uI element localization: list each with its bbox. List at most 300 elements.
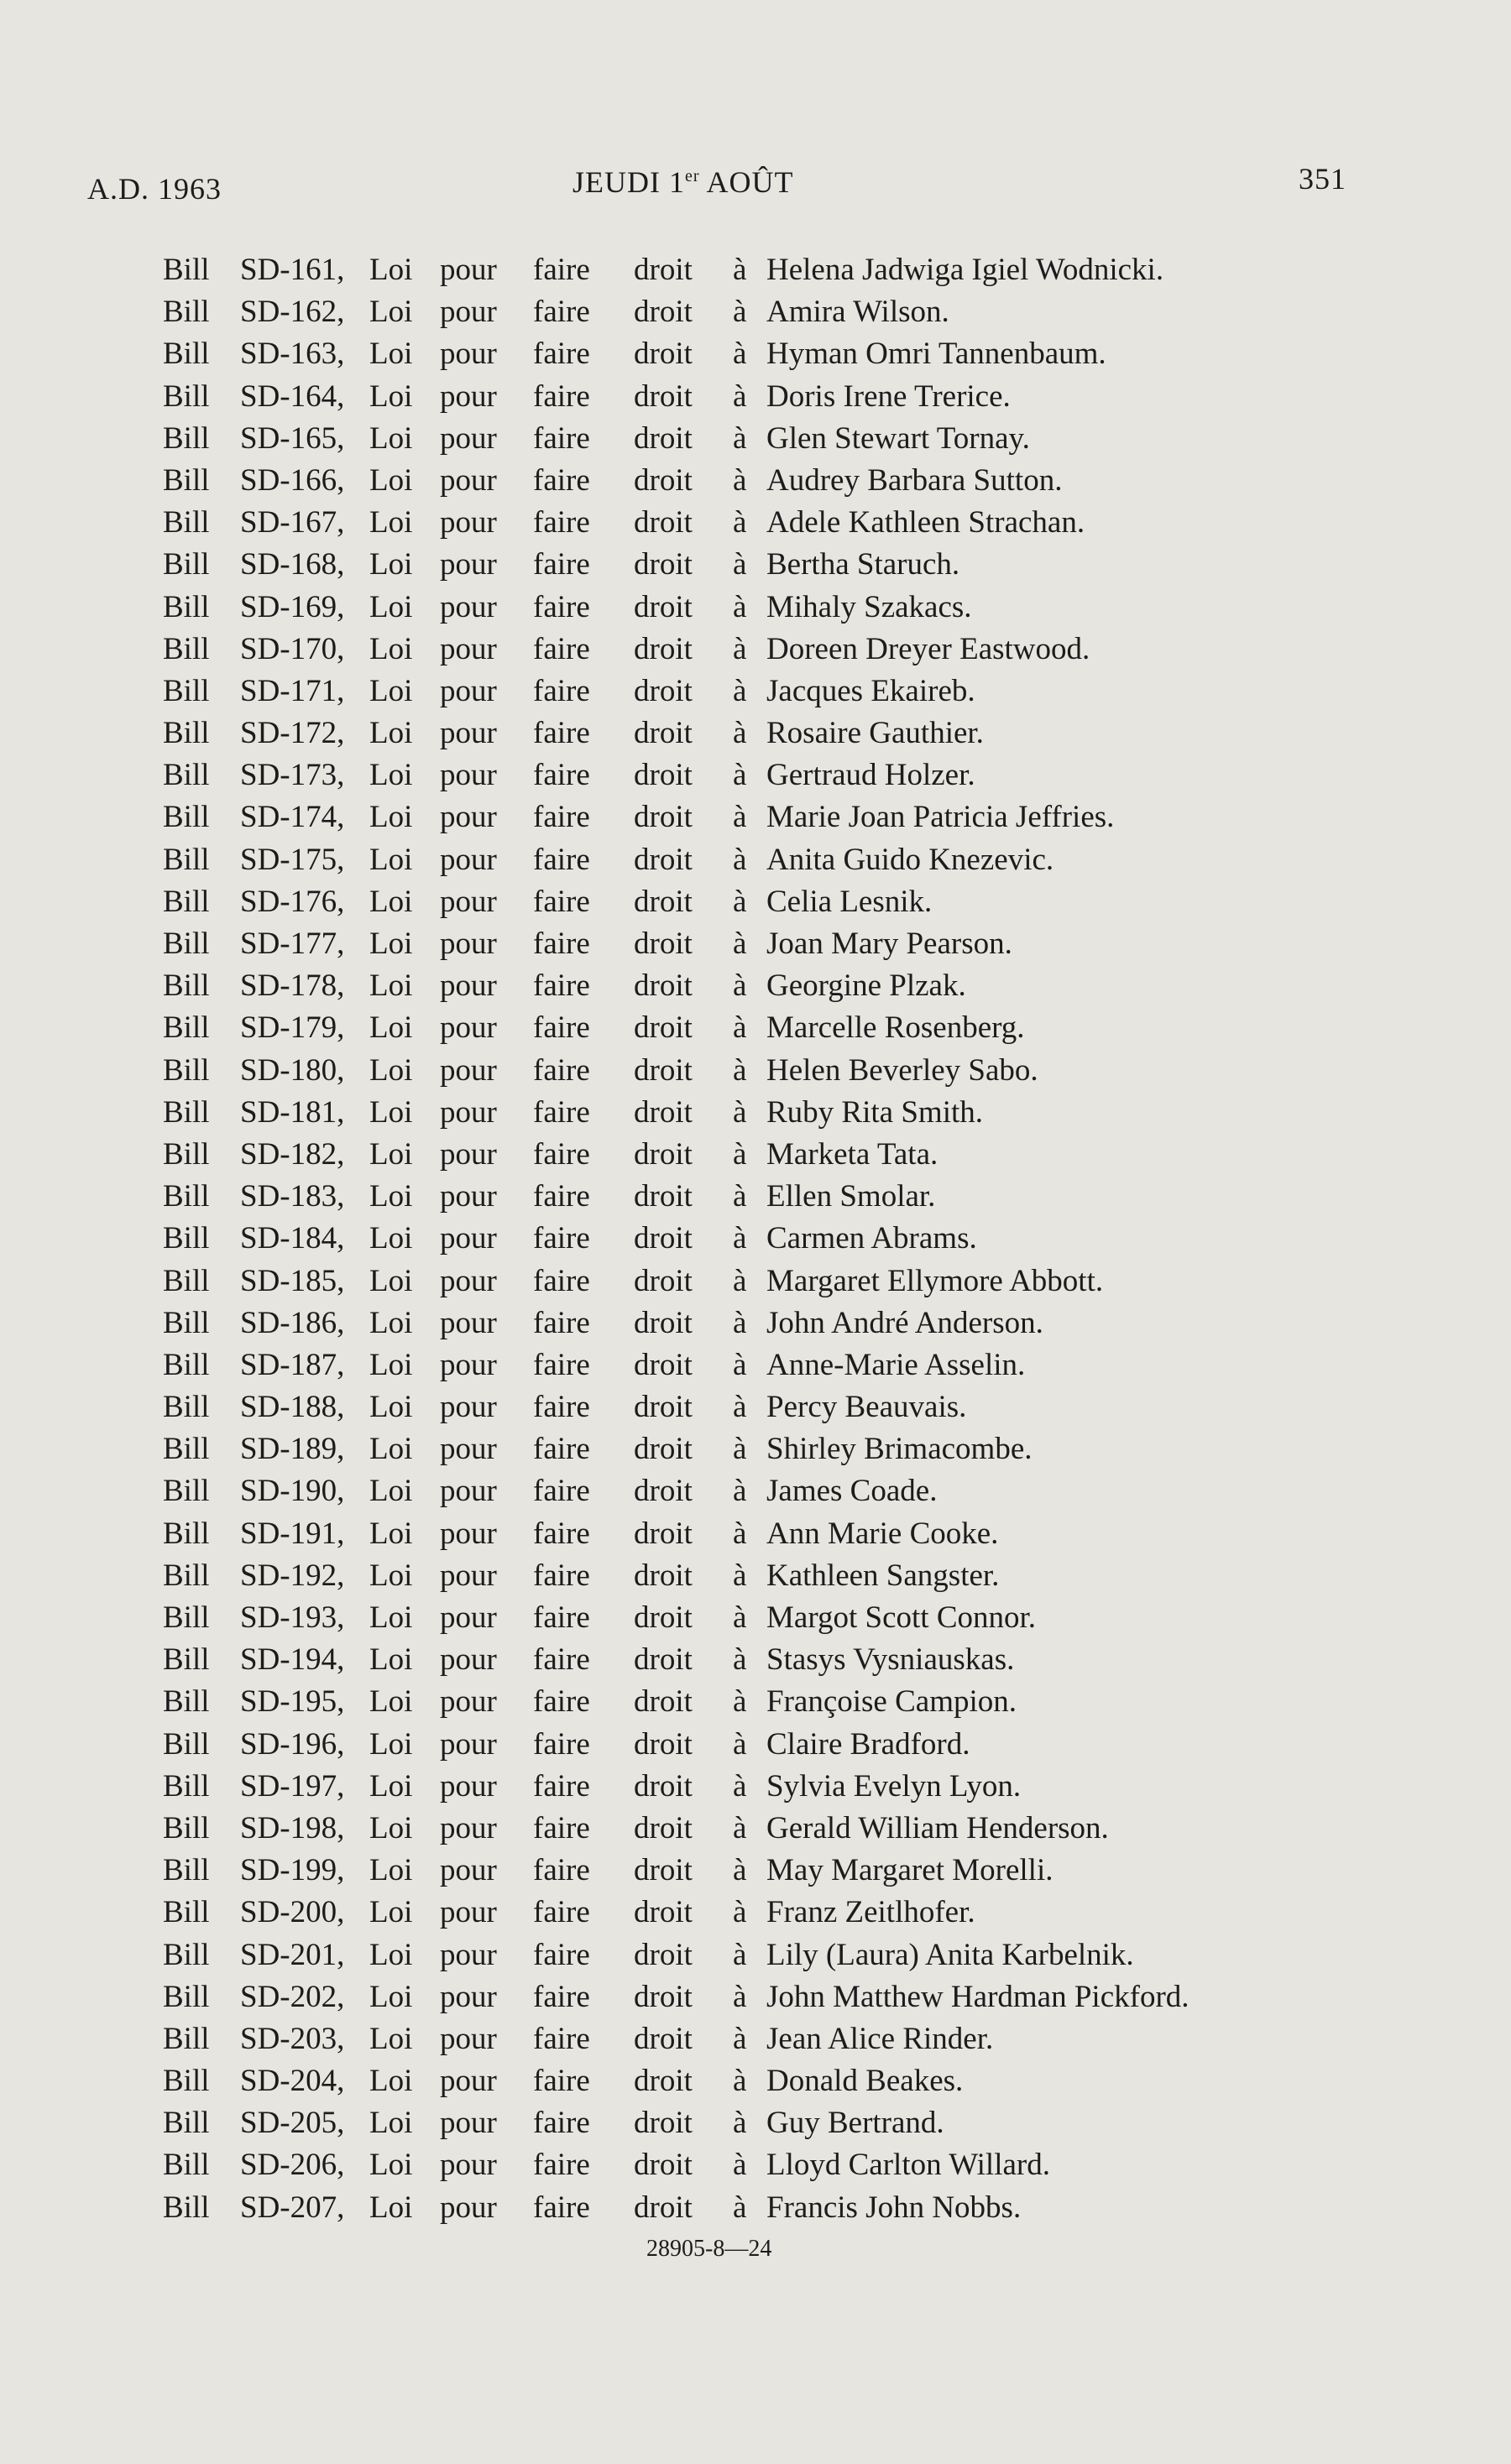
loi-word: Loi bbox=[369, 2190, 413, 2225]
loi-word: Loi bbox=[369, 673, 413, 708]
bill-word: Bill bbox=[163, 1305, 210, 1340]
a-word: à bbox=[733, 1010, 747, 1046]
droit-word: droit bbox=[634, 716, 693, 751]
bill-entry bbox=[163, 1642, 1355, 1684]
header-date bbox=[573, 164, 794, 200]
bill-word: Bill bbox=[163, 2148, 210, 2183]
petitioner-name: Anita Guido Knezevic. bbox=[766, 842, 1054, 877]
loi-word: Loi bbox=[369, 1937, 413, 1972]
a-word: à bbox=[733, 378, 747, 414]
faire-word: faire bbox=[533, 1474, 590, 1509]
bill-entry bbox=[163, 1178, 1355, 1220]
bill-number: SD-182, bbox=[240, 1136, 345, 1172]
bill-number: SD-168, bbox=[240, 547, 345, 582]
a-word: à bbox=[733, 1179, 747, 1214]
bill-number: SD-172, bbox=[240, 716, 345, 751]
a-word: à bbox=[733, 716, 747, 751]
pour-word: pour bbox=[440, 1347, 497, 1382]
pour-word: pour bbox=[440, 1474, 497, 1509]
faire-word: faire bbox=[533, 1432, 590, 1467]
pour-word: pour bbox=[440, 1895, 497, 1930]
droit-word: droit bbox=[634, 1600, 693, 1635]
a-word: à bbox=[733, 253, 747, 287]
petitioner-name: Gerald William Henderson. bbox=[766, 1810, 1109, 1845]
bill-word: Bill bbox=[163, 968, 210, 1004]
pour-word: pour bbox=[440, 1136, 497, 1172]
petitioner-name: Mihaly Szakacs. bbox=[766, 589, 972, 624]
loi-word: Loi bbox=[369, 1895, 413, 1930]
faire-word: faire bbox=[533, 1853, 590, 1888]
faire-word: faire bbox=[533, 758, 590, 793]
faire-word: faire bbox=[533, 716, 590, 751]
loi-word: Loi bbox=[369, 253, 413, 287]
petitioner-name: Stasys Vysniauskas. bbox=[766, 1642, 1015, 1678]
petitioner-name: Marcelle Rosenberg. bbox=[766, 1010, 1025, 1046]
pour-word: pour bbox=[440, 1263, 497, 1298]
a-word: à bbox=[733, 337, 747, 372]
bill-word: Bill bbox=[163, 1810, 210, 1845]
pour-word: pour bbox=[440, 1642, 497, 1678]
a-word: à bbox=[733, 1263, 747, 1298]
faire-word: faire bbox=[533, 1558, 590, 1593]
a-word: à bbox=[733, 1516, 747, 1551]
bill-entry bbox=[163, 1263, 1355, 1305]
bill-entry bbox=[163, 2147, 1355, 2189]
a-word: à bbox=[733, 1684, 747, 1720]
droit-word: droit bbox=[634, 673, 693, 708]
droit-word: droit bbox=[634, 1347, 693, 1382]
bill-number: SD-181, bbox=[240, 1094, 345, 1130]
bill-entry bbox=[163, 968, 1355, 1010]
faire-word: faire bbox=[533, 1684, 590, 1720]
faire-word: faire bbox=[533, 800, 590, 835]
bill-number: SD-170, bbox=[240, 631, 345, 666]
bill-number: SD-196, bbox=[240, 1726, 345, 1762]
bill-word: Bill bbox=[163, 295, 210, 330]
bill-entry bbox=[163, 1852, 1355, 1894]
petitioner-name: Lloyd Carlton Willard. bbox=[766, 2148, 1050, 2183]
droit-word: droit bbox=[634, 462, 693, 498]
pour-word: pour bbox=[440, 927, 497, 961]
pour-word: pour bbox=[440, 547, 497, 582]
a-word: à bbox=[733, 631, 747, 666]
bill-entry bbox=[163, 926, 1355, 968]
droit-word: droit bbox=[634, 1768, 693, 1804]
bill-entry bbox=[163, 1810, 1355, 1852]
faire-word: faire bbox=[533, 2064, 590, 2099]
bill-number: SD-195, bbox=[240, 1684, 345, 1720]
bill-entry bbox=[163, 1431, 1355, 1473]
bill-word: Bill bbox=[163, 1179, 210, 1214]
bill-entry bbox=[163, 420, 1355, 462]
droit-word: droit bbox=[634, 1810, 693, 1845]
loi-word: Loi bbox=[369, 1516, 413, 1551]
bill-list bbox=[163, 252, 1355, 2232]
petitioner-name: Celia Lesnik. bbox=[766, 884, 933, 919]
pour-word: pour bbox=[440, 2148, 497, 2183]
droit-word: droit bbox=[634, 2106, 693, 2141]
pour-word: pour bbox=[440, 1937, 497, 1972]
bill-entry bbox=[163, 1684, 1355, 1725]
faire-word: faire bbox=[533, 1895, 590, 1930]
petitioner-name: Ruby Rita Smith. bbox=[766, 1094, 984, 1130]
a-word: à bbox=[733, 1768, 747, 1804]
pour-word: pour bbox=[440, 842, 497, 877]
droit-word: droit bbox=[634, 1432, 693, 1467]
loi-word: Loi bbox=[369, 1726, 413, 1762]
bill-word: Bill bbox=[163, 716, 210, 751]
loi-word: Loi bbox=[369, 800, 413, 835]
bill-word: Bill bbox=[163, 2106, 210, 2141]
faire-word: faire bbox=[533, 337, 590, 372]
droit-word: droit bbox=[634, 1474, 693, 1509]
faire-word: faire bbox=[533, 884, 590, 919]
a-word: à bbox=[733, 462, 747, 498]
a-word: à bbox=[733, 505, 747, 540]
a-word: à bbox=[733, 673, 747, 708]
a-word: à bbox=[733, 1600, 747, 1635]
bill-number: SD-165, bbox=[240, 420, 345, 456]
bill-word: Bill bbox=[163, 2190, 210, 2225]
a-word: à bbox=[733, 420, 747, 456]
a-word: à bbox=[733, 1305, 747, 1340]
a-word: à bbox=[733, 1726, 747, 1762]
bill-number: SD-176, bbox=[240, 884, 345, 919]
bill-number: SD-184, bbox=[240, 1221, 345, 1256]
bill-number: SD-189, bbox=[240, 1432, 345, 1467]
petitioner-name: Shirley Brimacombe. bbox=[766, 1432, 1033, 1467]
bill-number: SD-163, bbox=[240, 337, 345, 372]
pour-word: pour bbox=[440, 2190, 497, 2225]
pour-word: pour bbox=[440, 253, 497, 287]
bill-word: Bill bbox=[163, 337, 210, 372]
loi-word: Loi bbox=[369, 462, 413, 498]
loi-word: Loi bbox=[369, 1558, 413, 1593]
pour-word: pour bbox=[440, 2021, 497, 2056]
bill-entry bbox=[163, 1473, 1355, 1515]
droit-word: droit bbox=[634, 1642, 693, 1678]
printer-code: 28905-8—24 bbox=[646, 2236, 772, 2262]
pour-word: pour bbox=[440, 1853, 497, 1888]
loi-word: Loi bbox=[369, 1136, 413, 1172]
droit-word: droit bbox=[634, 842, 693, 877]
bill-number: SD-199, bbox=[240, 1853, 345, 1888]
pour-word: pour bbox=[440, 1432, 497, 1467]
faire-word: faire bbox=[533, 2021, 590, 2056]
bill-word: Bill bbox=[163, 1390, 210, 1425]
droit-word: droit bbox=[634, 1179, 693, 1214]
bill-entry bbox=[163, 673, 1355, 715]
a-word: à bbox=[733, 927, 747, 961]
faire-word: faire bbox=[533, 253, 590, 287]
petitioner-name: Gertraud Holzer. bbox=[766, 758, 975, 793]
faire-word: faire bbox=[533, 631, 590, 666]
bill-number: SD-192, bbox=[240, 1558, 345, 1593]
pour-word: pour bbox=[440, 631, 497, 666]
droit-word: droit bbox=[634, 1516, 693, 1551]
loi-word: Loi bbox=[369, 1432, 413, 1467]
loi-word: Loi bbox=[369, 884, 413, 919]
droit-word: droit bbox=[634, 589, 693, 624]
bill-word: Bill bbox=[163, 547, 210, 582]
loi-word: Loi bbox=[369, 1768, 413, 1804]
bill-entry bbox=[163, 884, 1355, 926]
petitioner-name: Percy Beauvais. bbox=[766, 1390, 967, 1425]
bill-number: SD-179, bbox=[240, 1010, 345, 1046]
bill-word: Bill bbox=[163, 1263, 210, 1298]
loi-word: Loi bbox=[369, 1684, 413, 1720]
bill-word: Bill bbox=[163, 1853, 210, 1888]
pour-word: pour bbox=[440, 505, 497, 540]
pour-word: pour bbox=[440, 2106, 497, 2141]
loi-word: Loi bbox=[369, 1179, 413, 1214]
pour-word: pour bbox=[440, 1558, 497, 1593]
header-day-suffix: er bbox=[684, 167, 700, 185]
bill-entry bbox=[163, 1558, 1355, 1600]
bill-number: SD-194, bbox=[240, 1642, 345, 1678]
petitioner-name: John Matthew Hardman Pickford. bbox=[766, 1979, 1189, 2014]
droit-word: droit bbox=[634, 1853, 693, 1888]
bill-word: Bill bbox=[163, 1052, 210, 1088]
faire-word: faire bbox=[533, 1305, 590, 1340]
a-word: à bbox=[733, 1432, 747, 1467]
droit-word: droit bbox=[634, 337, 693, 372]
petitioner-name: Glen Stewart Tornay. bbox=[766, 420, 1030, 456]
a-word: à bbox=[733, 2064, 747, 2099]
droit-word: droit bbox=[634, 1136, 693, 1172]
faire-word: faire bbox=[533, 2148, 590, 2183]
faire-word: faire bbox=[533, 2190, 590, 2225]
bill-word: Bill bbox=[163, 505, 210, 540]
bill-number: SD-167, bbox=[240, 505, 345, 540]
faire-word: faire bbox=[533, 968, 590, 1004]
faire-word: faire bbox=[533, 1726, 590, 1762]
bill-entry bbox=[163, 336, 1355, 378]
bill-entry bbox=[163, 546, 1355, 588]
bill-word: Bill bbox=[163, 842, 210, 877]
pour-word: pour bbox=[440, 1600, 497, 1635]
loi-word: Loi bbox=[369, 1474, 413, 1509]
droit-word: droit bbox=[634, 1558, 693, 1593]
a-word: à bbox=[733, 1979, 747, 2014]
bill-number: SD-206, bbox=[240, 2148, 345, 2183]
pour-word: pour bbox=[440, 337, 497, 372]
a-word: à bbox=[733, 1390, 747, 1425]
pour-word: pour bbox=[440, 716, 497, 751]
bill-number: SD-175, bbox=[240, 842, 345, 877]
bill-number: SD-185, bbox=[240, 1263, 345, 1298]
bill-number: SD-169, bbox=[240, 589, 345, 624]
bill-number: SD-171, bbox=[240, 673, 345, 708]
petitioner-name: John André Anderson. bbox=[766, 1305, 1043, 1340]
pour-word: pour bbox=[440, 462, 497, 498]
droit-word: droit bbox=[634, 295, 693, 330]
bill-word: Bill bbox=[163, 758, 210, 793]
droit-word: droit bbox=[634, 758, 693, 793]
loi-word: Loi bbox=[369, 1305, 413, 1340]
faire-word: faire bbox=[533, 1979, 590, 2014]
bill-number: SD-191, bbox=[240, 1516, 345, 1551]
a-word: à bbox=[733, 842, 747, 877]
loi-word: Loi bbox=[369, 758, 413, 793]
a-word: à bbox=[733, 1895, 747, 1930]
a-word: à bbox=[733, 2190, 747, 2225]
bill-entry bbox=[163, 1600, 1355, 1642]
a-word: à bbox=[733, 1347, 747, 1382]
a-word: à bbox=[733, 884, 747, 919]
loi-word: Loi bbox=[369, 1010, 413, 1046]
bill-number: SD-200, bbox=[240, 1895, 345, 1930]
petitioner-name: Kathleen Sangster. bbox=[766, 1558, 1000, 1593]
a-word: à bbox=[733, 1136, 747, 1172]
bill-word: Bill bbox=[163, 1474, 210, 1509]
bill-number: SD-161, bbox=[240, 253, 345, 287]
bill-word: Bill bbox=[163, 884, 210, 919]
droit-word: droit bbox=[634, 631, 693, 666]
droit-word: droit bbox=[634, 884, 693, 919]
loi-word: Loi bbox=[369, 547, 413, 582]
loi-word: Loi bbox=[369, 927, 413, 961]
petitioner-name: Amira Wilson. bbox=[766, 295, 949, 330]
droit-word: droit bbox=[634, 1263, 693, 1298]
bill-number: SD-177, bbox=[240, 927, 345, 961]
bill-number: SD-166, bbox=[240, 462, 345, 498]
loi-word: Loi bbox=[369, 2064, 413, 2099]
petitioner-name: Marketa Tata. bbox=[766, 1136, 938, 1172]
bill-word: Bill bbox=[163, 589, 210, 624]
bill-number: SD-204, bbox=[240, 2064, 345, 2099]
bill-entry bbox=[163, 1768, 1355, 1810]
loi-word: Loi bbox=[369, 1810, 413, 1845]
faire-word: faire bbox=[533, 1010, 590, 1046]
loi-word: Loi bbox=[369, 968, 413, 1004]
bill-number: SD-162, bbox=[240, 295, 345, 330]
bill-number: SD-174, bbox=[240, 800, 345, 835]
pour-word: pour bbox=[440, 968, 497, 1004]
loi-word: Loi bbox=[369, 295, 413, 330]
bill-word: Bill bbox=[163, 462, 210, 498]
bill-entry bbox=[163, 1937, 1355, 1979]
bill-word: Bill bbox=[163, 927, 210, 961]
droit-word: droit bbox=[634, 1221, 693, 1256]
faire-word: faire bbox=[533, 1136, 590, 1172]
bill-entry bbox=[163, 462, 1355, 504]
bill-word: Bill bbox=[163, 1516, 210, 1551]
loi-word: Loi bbox=[369, 1052, 413, 1088]
bill-number: SD-202, bbox=[240, 1979, 345, 2014]
droit-word: droit bbox=[634, 2190, 693, 2225]
pour-word: pour bbox=[440, 1768, 497, 1804]
bill-word: Bill bbox=[163, 1979, 210, 2014]
faire-word: faire bbox=[533, 547, 590, 582]
bill-number: SD-205, bbox=[240, 2106, 345, 2141]
droit-word: droit bbox=[634, 927, 693, 961]
bill-entry bbox=[163, 1726, 1355, 1768]
bill-entry bbox=[163, 2021, 1355, 2063]
droit-word: droit bbox=[634, 253, 693, 287]
a-word: à bbox=[733, 1937, 747, 1972]
faire-word: faire bbox=[533, 378, 590, 414]
faire-word: faire bbox=[533, 462, 590, 498]
a-word: à bbox=[733, 2106, 747, 2141]
droit-word: droit bbox=[634, 1305, 693, 1340]
bill-word: Bill bbox=[163, 1726, 210, 1762]
pour-word: pour bbox=[440, 420, 497, 456]
pour-word: pour bbox=[440, 800, 497, 835]
droit-word: droit bbox=[634, 1010, 693, 1046]
droit-word: droit bbox=[634, 505, 693, 540]
petitioner-name: Helena Jadwiga Igiel Wodnicki. bbox=[766, 253, 1164, 287]
petitioner-name: Doris Irene Trerice. bbox=[766, 378, 1011, 414]
bill-entry bbox=[163, 1979, 1355, 2021]
pour-word: pour bbox=[440, 758, 497, 793]
pour-word: pour bbox=[440, 378, 497, 414]
pour-word: pour bbox=[440, 1810, 497, 1845]
petitioner-name: Franz Zeitlhofer. bbox=[766, 1895, 975, 1930]
bill-entry bbox=[163, 1894, 1355, 1936]
a-word: à bbox=[733, 2021, 747, 2056]
faire-word: faire bbox=[533, 673, 590, 708]
loi-word: Loi bbox=[369, 1263, 413, 1298]
bill-number: SD-207, bbox=[240, 2190, 345, 2225]
bill-word: Bill bbox=[163, 1600, 210, 1635]
faire-word: faire bbox=[533, 420, 590, 456]
faire-word: faire bbox=[533, 1094, 590, 1130]
bill-word: Bill bbox=[163, 1684, 210, 1720]
page-number: 351 bbox=[1299, 162, 1346, 196]
loi-word: Loi bbox=[369, 420, 413, 456]
faire-word: faire bbox=[533, 842, 590, 877]
a-word: à bbox=[733, 589, 747, 624]
bill-entry bbox=[163, 378, 1355, 420]
droit-word: droit bbox=[634, 1726, 693, 1762]
loi-word: Loi bbox=[369, 1347, 413, 1382]
petitioner-name: Marie Joan Patricia Jeffries. bbox=[766, 800, 1115, 835]
petitioner-name: Doreen Dreyer Eastwood. bbox=[766, 631, 1090, 666]
petitioner-name: Adele Kathleen Strachan. bbox=[766, 505, 1085, 540]
bill-word: Bill bbox=[163, 1221, 210, 1256]
bill-entry bbox=[163, 1389, 1355, 1431]
pour-word: pour bbox=[440, 1094, 497, 1130]
loi-word: Loi bbox=[369, 1853, 413, 1888]
loi-word: Loi bbox=[369, 842, 413, 877]
petitioner-name: Joan Mary Pearson. bbox=[766, 927, 1012, 961]
droit-word: droit bbox=[634, 800, 693, 835]
a-word: à bbox=[733, 968, 747, 1004]
droit-word: droit bbox=[634, 968, 693, 1004]
droit-word: droit bbox=[634, 1094, 693, 1130]
pour-word: pour bbox=[440, 1010, 497, 1046]
petitioner-name: Jean Alice Rinder. bbox=[766, 2021, 994, 2056]
faire-word: faire bbox=[533, 1810, 590, 1845]
petitioner-name: Lily (Laura) Anita Karbelnik. bbox=[766, 1937, 1134, 1972]
droit-word: droit bbox=[634, 1895, 693, 1930]
faire-word: faire bbox=[533, 1937, 590, 1972]
droit-word: droit bbox=[634, 1052, 693, 1088]
petitioner-name: Francis John Nobbs. bbox=[766, 2190, 1022, 2225]
petitioner-name: Margaret Ellymore Abbott. bbox=[766, 1263, 1104, 1298]
bill-number: SD-198, bbox=[240, 1810, 345, 1845]
bill-entry bbox=[163, 504, 1355, 546]
bill-entry bbox=[163, 715, 1355, 757]
pour-word: pour bbox=[440, 1305, 497, 1340]
loi-word: Loi bbox=[369, 1221, 413, 1256]
bill-word: Bill bbox=[163, 631, 210, 666]
a-word: à bbox=[733, 1558, 747, 1593]
petitioner-name: Hyman Omri Tannenbaum. bbox=[766, 337, 1106, 372]
a-word: à bbox=[733, 547, 747, 582]
pour-word: pour bbox=[440, 2064, 497, 2099]
